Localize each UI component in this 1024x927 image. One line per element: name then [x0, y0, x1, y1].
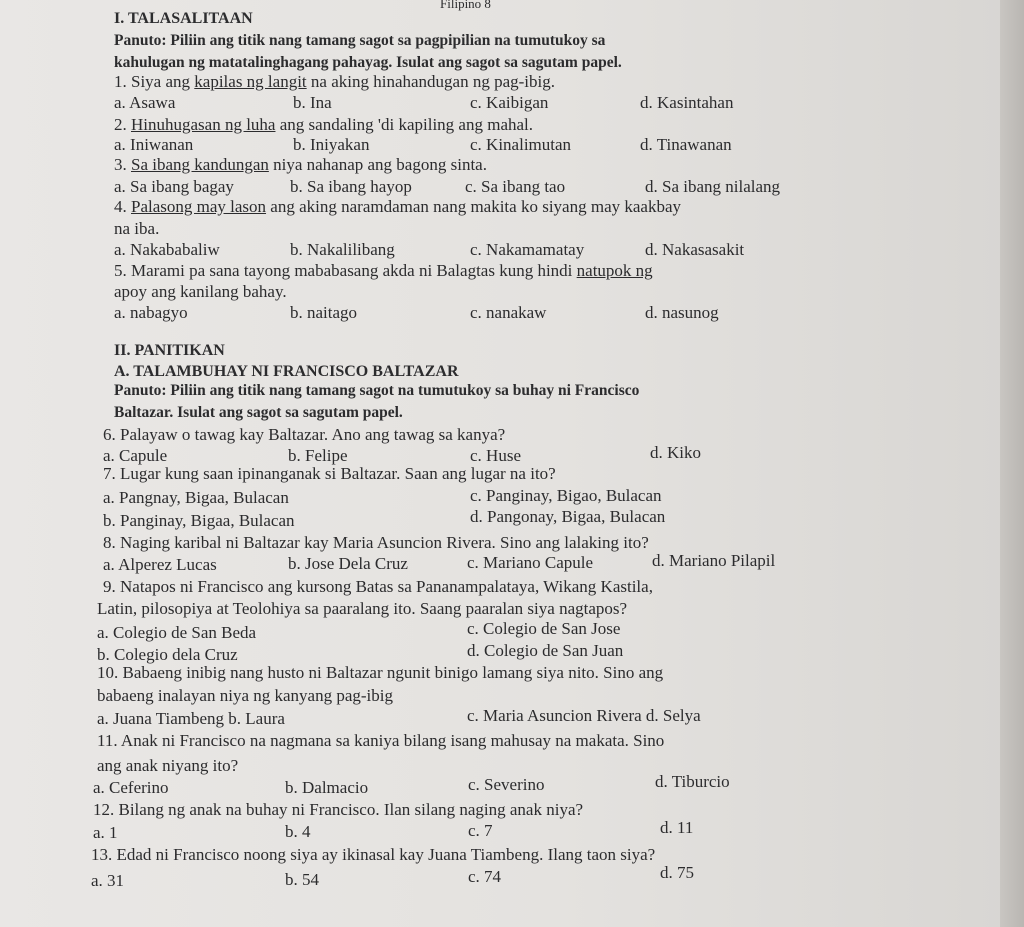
choice-b: b. Jose Dela Cruz [288, 554, 408, 573]
choice-a: a. Pangnay, Bigaa, Bulacan [103, 488, 289, 507]
choice-c: c. Kinalimutan [470, 135, 572, 154]
choice-a: a. Asawa [114, 93, 176, 112]
question-2: 2. Hinuhugasan ng luha ang sandaling 'di kapiling ang mahal. [114, 115, 534, 134]
instruction-line: Panuto: Piliin ang titik nang tamang sagot sa pagpipilian na tumutukoy sa [114, 32, 606, 49]
choice-b: b. Nakalilibang [290, 240, 395, 259]
question-5-continued: apoy ang kanilang bahay. [114, 282, 287, 301]
subsection-title: A. TALAMBUHAY NI FRANCISCO BALTAZAR [114, 363, 459, 380]
question-11: 11. Anak ni Francisco na nagmana sa kaniya bilang isang mahusay na makata. Sino [97, 731, 665, 750]
instruction-line: kahulugan ng matatalinghagang pahayag. Isulat ang sagot sa sagutam papel. [114, 54, 622, 71]
choice-b: b. Sa ibang hayop [290, 177, 412, 196]
choice-b: b. 54 [285, 870, 319, 889]
instruction-line: Panuto: Piliin ang titik nang tamang sagot na tumutukoy sa buhay ni Francisco [114, 382, 640, 399]
choice-ab: a. Juana Tiambeng b. Laura [97, 709, 285, 728]
section-title-panitikan: II. PANITIKAN [114, 342, 225, 359]
choice-d: d. Colegio de San Juan [467, 641, 624, 660]
choice-c: c. Panginay, Bigao, Bulacan [470, 486, 662, 505]
question-10-continued: babaeng inalayan niya ng kanyang pag-ibig [97, 686, 393, 705]
question-3: 3. Sa ibang kandungan niya nahanap ang bagong sinta. [114, 155, 487, 174]
choice-c: c. Colegio de San Jose [467, 619, 621, 638]
question-13: 13. Edad ni Francisco noong siya ay ikinasal kay Juana Tiambeng. Ilang taon siya? [91, 845, 656, 864]
instruction-line: Baltazar. Isulat ang sagot sa sagutam papel. [114, 404, 403, 421]
question-9: 9. Natapos ni Francisco ang kursong Batas sa Pananampalataya, Wikang Kastila, [103, 577, 653, 596]
question-1: 1. Siya ang kapilas ng langit na aking hinahandugan ng pag-ibig. [114, 72, 555, 91]
choice-b: b. Panginay, Bigaa, Bulacan [103, 511, 295, 530]
choice-b: b. 4 [285, 822, 311, 841]
choice-b: b. Colegio dela Cruz [97, 645, 238, 664]
choice-d: d. 11 [660, 818, 694, 837]
choice-a: a. nabagyo [114, 303, 188, 322]
choice-c: c. Severino [468, 775, 545, 794]
choice-c: c. nanakaw [470, 303, 547, 322]
choice-d: d. Tinawanan [640, 135, 732, 154]
choice-d: d. Pangonay, Bigaa, Bulacan [470, 507, 666, 526]
choice-b: b. Iniyakan [293, 135, 370, 154]
choice-c: c. Huse [470, 446, 521, 465]
subject-header: Filipino 8 [440, 0, 491, 11]
choice-d: d. Kasintahan [640, 93, 734, 112]
choice-cd: c. Maria Asuncion Rivera d. Selya [467, 706, 701, 725]
choice-b: b. naitago [290, 303, 358, 322]
choice-b: b. Felipe [288, 446, 348, 465]
question-6: 6. Palayaw o tawag kay Baltazar. Ano ang tawag sa kanya? [103, 425, 506, 444]
choice-a: a. Capule [103, 446, 168, 465]
question-7: 7. Lugar kung saan ipinanganak si Baltazar. Saan ang lugar na ito? [103, 464, 556, 483]
choice-a: a. Alperez Lucas [103, 555, 217, 574]
choice-a: a. 1 [93, 823, 118, 842]
question-10: 10. Babaeng inibig nang husto ni Baltazar ngunit binigo lamang siya nito. Sino ang [97, 663, 664, 682]
section-title-talasalitaan: I. TALASALITAAN [114, 10, 253, 27]
question-9-continued: Latin, pilosopiya at Teolohiya sa paaralang ito. Saang paaralan siya nagtapos? [97, 599, 628, 618]
question-4-continued: na iba. [114, 219, 160, 238]
question-5: 5. Marami pa sana tayong mababasang akda ni Balagtas kung hindi natupok ng [114, 261, 653, 280]
question-4: 4. Palasong may lason ang aking naramdaman nang makita ko siyang may kaakbay [114, 197, 681, 216]
choice-b: b. Ina [293, 93, 332, 112]
choice-a: a. Iniwanan [114, 135, 194, 154]
choice-d: d. 75 [660, 863, 694, 882]
question-12: 12. Bilang ng anak na buhay ni Francisco. Ilan silang naging anak niya? [93, 800, 584, 819]
choice-d: d. Tiburcio [655, 772, 730, 791]
choice-c: c. Mariano Capule [467, 553, 594, 572]
choice-a: a. Nakababaliw [114, 240, 220, 259]
choice-b: b. Dalmacio [285, 778, 369, 797]
choice-c: c. Sa ibang tao [465, 177, 566, 196]
choice-a: a. Sa ibang bagay [114, 177, 234, 196]
choice-c: c. 74 [468, 867, 502, 886]
choice-a: a. Colegio de San Beda [97, 623, 257, 642]
choice-a: a. Ceferino [93, 778, 169, 797]
choice-d: d. Kiko [650, 443, 701, 462]
choice-c: c. 7 [468, 821, 493, 840]
page-edge-shadow [1000, 0, 1024, 927]
question-11-continued: ang anak niyang ito? [97, 756, 239, 775]
choice-c: c. Kaibigan [470, 93, 549, 112]
choice-a: a. 31 [91, 871, 125, 890]
choice-d: d. Nakasasakit [645, 240, 745, 259]
choice-d: d. nasunog [645, 303, 719, 322]
choice-c: c. Nakamamatay [470, 240, 585, 259]
choice-d: d. Mariano Pilapil [652, 551, 776, 570]
question-8: 8. Naging karibal ni Baltazar kay Maria Asuncion Rivera. Sino ang lalaking ito? [103, 533, 649, 552]
choice-d: d. Sa ibang nilalang [645, 177, 781, 196]
